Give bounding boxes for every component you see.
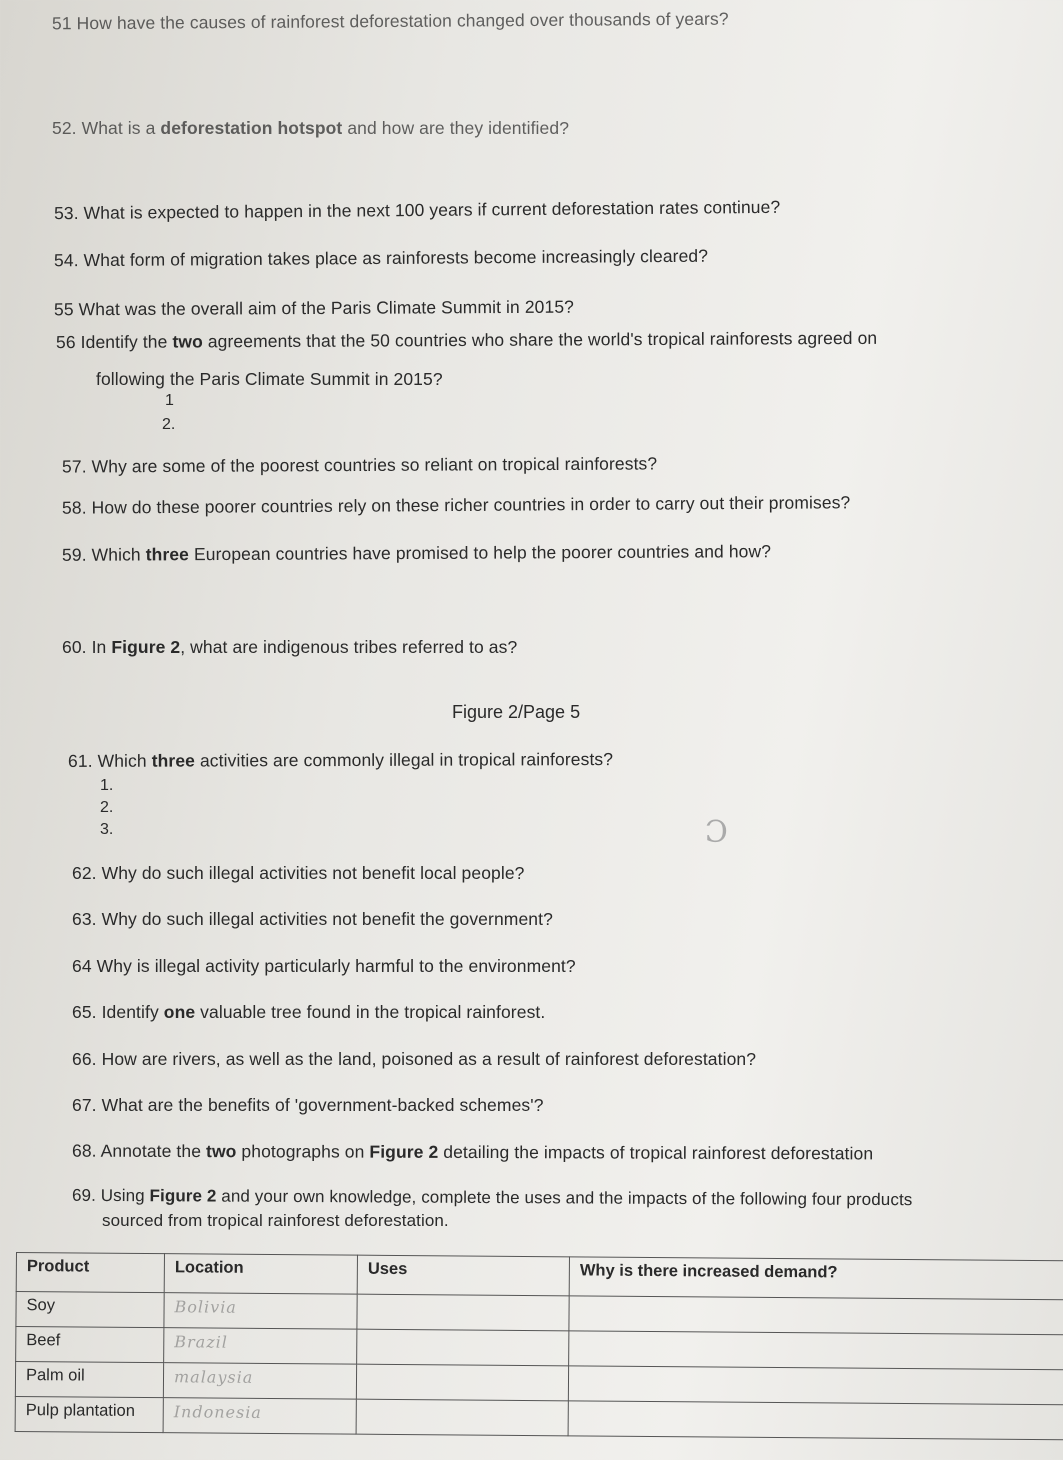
question-69-line2: sourced from tropical rainforest deforestation. (102, 1211, 449, 1230)
header-product: Product (16, 1253, 164, 1293)
question-56 (56, 327, 877, 353)
question-60 (62, 636, 517, 658)
question-59-bold: three (145, 544, 190, 565)
uses-cell[interactable] (357, 1329, 569, 1366)
question-59-post: European countries have promised to help the poorer countries and how? (188, 541, 772, 565)
question-56-bold: two (172, 331, 203, 352)
question-54: 54. What form of migration takes place as rainforests become increasingly cleared? (53, 245, 709, 271)
question-64: 64 Why is illegal activity particularly harmful to the environment? (72, 956, 576, 976)
question-60-pre: 60. In (62, 637, 112, 657)
question-57: 57. Why are some of the poorest countries so reliant on tropical rainforests? (61, 453, 658, 477)
question-66: 66. How are rivers, as well as the land, poisoned as a result of rainforest deforestation? (72, 1049, 757, 1069)
question-69-bold: Figure 2 (149, 1186, 217, 1206)
question-61-bold: three (151, 750, 196, 771)
answer-line-56-1: 1 (165, 392, 174, 409)
question-53: 53. What is expected to happen in the next 100 years if current deforestation rates continue? (53, 196, 781, 224)
question-56-post: agreements that the 50 countries who share the world's tropical rainforests agreed on (202, 327, 878, 352)
pencil-mark: Ɔ (705, 815, 728, 850)
question-56-pre: 56 Identify the (55, 331, 173, 353)
header-uses: Uses (357, 1255, 569, 1296)
question-69-pre: 69. Using (71, 1185, 150, 1206)
question-52-bold: deforestation hotspot (160, 118, 343, 138)
uses-cell[interactable] (357, 1294, 569, 1331)
question-56-line2: following the Paris Climate Summit in 2015? (96, 369, 443, 389)
question-68-bold1: two (206, 1141, 237, 1162)
location-cell[interactable]: malaysia (163, 1363, 356, 1400)
question-67: 67. What are the benefits of 'government-backed schemes'? (72, 1095, 544, 1115)
question-69 (72, 1185, 913, 1211)
demand-cell[interactable] (568, 1401, 1063, 1440)
header-demand: Why is there increased demand? (569, 1257, 1063, 1300)
demand-cell[interactable] (569, 1296, 1063, 1335)
question-68-post: detailing the impacts of tropical rainforest deforestation (438, 1141, 874, 1164)
answer-line-61-1: 1. (100, 777, 114, 794)
question-69-post: and your own knowledge, complete the uses and the impacts of the following four products (216, 1186, 913, 1210)
location-cell[interactable]: Brazil (164, 1328, 357, 1365)
question-68-mid: photographs on (236, 1141, 370, 1162)
product-cell: Soy (16, 1292, 164, 1328)
question-52-pre: 52. What is a (52, 118, 161, 138)
question-61-post: activities are commonly illegal in tropical rainforests? (194, 749, 614, 771)
question-65-post: valuable tree found in the tropical rainforest. (195, 1002, 546, 1022)
table-row (15, 1396, 1063, 1439)
question-68 (72, 1140, 873, 1165)
uses-cell[interactable] (356, 1364, 568, 1401)
answer-line-61-3: 3. (100, 821, 114, 838)
demand-cell[interactable] (568, 1366, 1063, 1405)
question-61 (68, 748, 613, 772)
product-cell: Pulp plantation (15, 1396, 163, 1432)
question-65 (72, 1001, 545, 1023)
question-65-bold: one (163, 1002, 196, 1022)
uses-cell[interactable] (356, 1399, 568, 1436)
question-61-pre: 61. Which (67, 750, 152, 771)
answer-line-56-2: 2. (162, 416, 176, 433)
question-55: 55 What was the overall aim of the Paris Climate Summit in 2015? (53, 296, 575, 320)
header-location: Location (164, 1254, 357, 1295)
question-60-bold: Figure 2 (111, 637, 181, 657)
question-63: 63. Why do such illegal activities not benefit the government? (72, 909, 553, 929)
answer-line-61-2: 2. (100, 799, 114, 816)
figure-reference: Figure 2/Page 5 (452, 702, 581, 722)
location-cell[interactable]: Indonesia (163, 1398, 356, 1435)
product-cell: Palm oil (15, 1362, 163, 1398)
question-59 (62, 540, 771, 566)
products-table (15, 1252, 1063, 1440)
question-60-post: , what are indigenous tribes referred to as? (180, 637, 518, 657)
question-52 (52, 117, 569, 139)
question-65-pre: 65. Identify (72, 1002, 164, 1022)
question-52-post: and how are they identified? (342, 118, 570, 138)
question-68-pre: 68. Annotate the (71, 1140, 207, 1162)
location-cell[interactable]: Bolivia (164, 1293, 357, 1330)
question-58: 58. How do these poorer countries rely on these richer countries in order to carry out their promises? (61, 492, 851, 518)
question-59-pre: 59. Which (61, 544, 146, 565)
demand-cell[interactable] (569, 1331, 1063, 1370)
question-68-bold2: Figure 2 (369, 1141, 439, 1162)
question-62: 62. Why do such illegal activities not benefit local people? (72, 863, 525, 883)
product-cell: Beef (16, 1327, 164, 1363)
question-51: 51 How have the causes of rainforest deforestation changed over thousands of years? (51, 8, 729, 34)
